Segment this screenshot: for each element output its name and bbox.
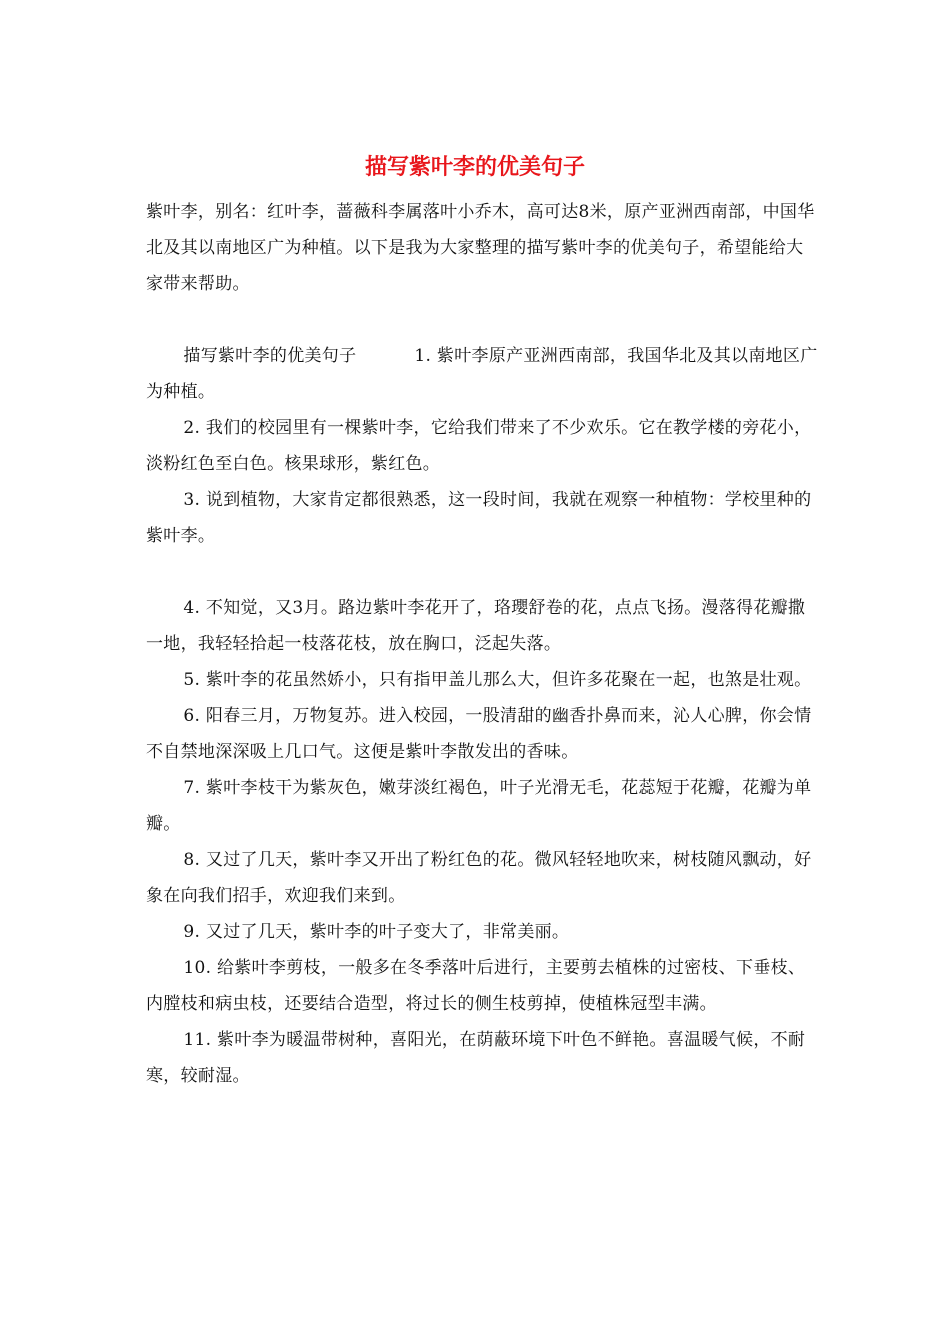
list-item: 7. 紫叶李枝干为紫灰色，嫩芽淡红褐色，叶子光滑无毛，花蕊短于花瓣，花瓣为单瓣。 <box>146 778 812 834</box>
document-title: 描写紫叶李的优美句子 <box>364 155 585 180</box>
intro-text: 紫叶李，别名：红叶李，蔷薇科李属落叶小乔木，高可达8米，原产亚洲西南部，中国华北及其以南地区广为种植。以下是我为大家整理的描写紫叶李的优美句子，希望能给大家带来帮助。 <box>146 202 815 294</box>
list-item: 2. 我们的校园里有一棵紫叶李，它给我们带来了不少欢乐。它在教学楼的旁花小，淡粉红色至白色。核果球形，紫红色。 <box>146 418 812 474</box>
intro-paragraph <box>146 194 818 302</box>
list-item-text: 1. 紫叶李原产亚洲西南部，我国华北及其以南地区广为种植。 <box>146 346 818 402</box>
list-item: 10. 给紫叶李剪枝，一般多在冬季落叶后进行，主要剪去植株的过密枝、下垂枝、内膛枝和病虫枝，还要结合造型，将过长的侧生枝剪掉，使植株冠型丰满。 <box>146 958 806 1014</box>
list-item: 6. 阳春三月，万物复苏。进入校园，一股清甜的幽香扑鼻而来，沁人心脾，你会情不自禁地深深吸上几口气。这便是紫叶李散发出的香味。 <box>146 706 812 762</box>
list-item: 3. 说到植物，大家肯定都很熟悉，这一段时间，我就在观察一种植物：学校里种的紫叶李。 <box>146 490 812 546</box>
sentence-list <box>146 338 818 1094</box>
section-heading: 描写紫叶李的优美句子 <box>183 346 357 366</box>
list-item: 4. 不知觉，又3月。路边紫叶李花开了，珞瓔舒卷的花，点点飞扬。漫落得花瓣撒一地，我轻轻拾起一枝落花枝，放在胸口，泛起失落。 <box>146 598 806 654</box>
list-item: 9. 又过了几天，紫叶李的叶子变大了，非常美丽。 <box>183 922 570 942</box>
list-item: 11. 紫叶李为暖温带树种，喜阳光，在荫蔽环境下叶色不鲜艳。喜温暖气候，不耐寒，较耐湿。 <box>146 1030 806 1086</box>
list-item: 8. 又过了几天，紫叶李又开出了粉红色的花。微风轻轻地吹来，树枝随风飘动，好象在向我们招手，欢迎我们来到。 <box>146 850 812 906</box>
list-item: 5. 紫叶李的花虽然娇小，只有指甲盖儿那么大，但许多花聚在一起，也煞是壮观。 <box>183 670 812 690</box>
list-item <box>146 338 818 410</box>
